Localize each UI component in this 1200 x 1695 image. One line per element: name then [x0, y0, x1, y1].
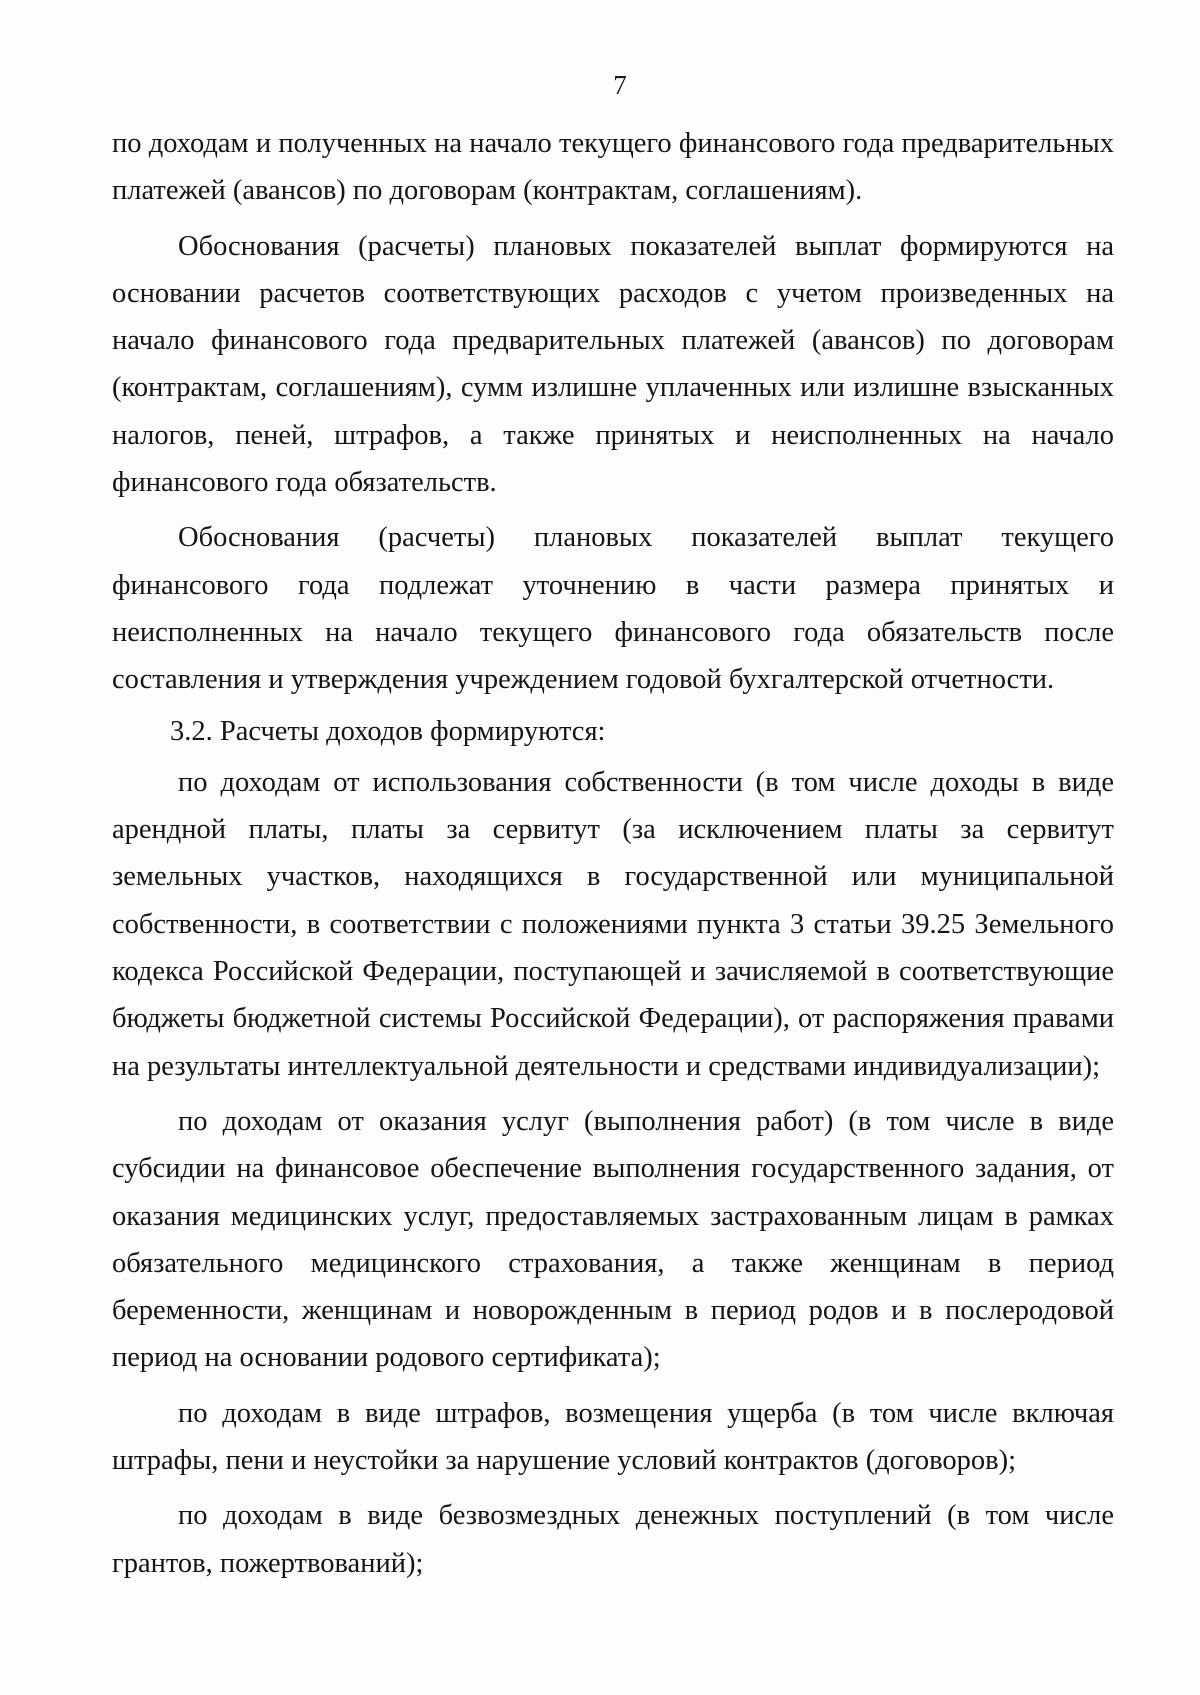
list-item-gratuitous-income: по доходам в виде безвозмездных денежных поступлений (в том числе грантов, пожертвований);	[112, 1500, 1114, 1579]
list-item-services-income: по доходам от оказания услуг (выполнения работ) (в том числе в виде субсидии на финансовое обеспечение выполнения государственного задания, от оказания медицинских услуг, предоставляемых застрахованным лицам в рамках обязательного медицинского страхования, а также женщинам в период беременности, женщинам и новорожденным в период родов и в послеродовой период на основании родового сертификата);	[112, 1105, 1114, 1374]
list-item-fines-income: по доходам в виде штрафов, возмещения ущерба (в том числе включая штрафы, пени и неустойки за нарушение условий контрактов (договоров);	[112, 1397, 1114, 1477]
paragraph-current-year-clarification: Обоснования (расчеты) плановых показателей выплат текущего финансового года подлежат уточнению в части размера принятых и неисполненных на начало текущего финансового года обязательств после составления и утверждения учреждением годовой бухгалтерской отчетности.	[112, 522, 1114, 696]
page-number: 7	[613, 70, 627, 100]
list-item-property-income: по доходам от использования собственности (в том числе доходы в виде арендной платы, платы за сервитут (за исключением платы за сервитут земельных участков, находящихся в государственной или муниципальной собственности, в соответствии с положениями пункта 3 статьи 39.25 Земельного кодекса Российской Федерации, поступающей и зачисляемой в соответствующие бюджеты бюджетной системы Российской Федерации), от распоряжения правами на результаты интеллектуальной деятельности и средствами индивидуализации);	[112, 766, 1114, 1082]
paragraph-payments-justification: Обоснования (расчеты) плановых показателей выплат формируются на основании расчетов соответствующих расходов с учетом произведенных на начало финансового года предварительных платежей (авансов) по договорам (контрактам, соглашениям), сумм излишне уплаченных или излишне взысканных налогов, пеней, штрафов, а также принятых и неисполненных на начало финансового года обязательств.	[112, 230, 1114, 499]
paragraph-continuation: по доходам и полученных на начало текущего финансового года предварительных платежей (авансов) по договорам (контрактам, соглашениям).	[112, 128, 1114, 207]
section-3-2-heading: 3.2. Расчеты доходов формируются:	[170, 715, 606, 747]
document-body	[112, 120, 1114, 1591]
